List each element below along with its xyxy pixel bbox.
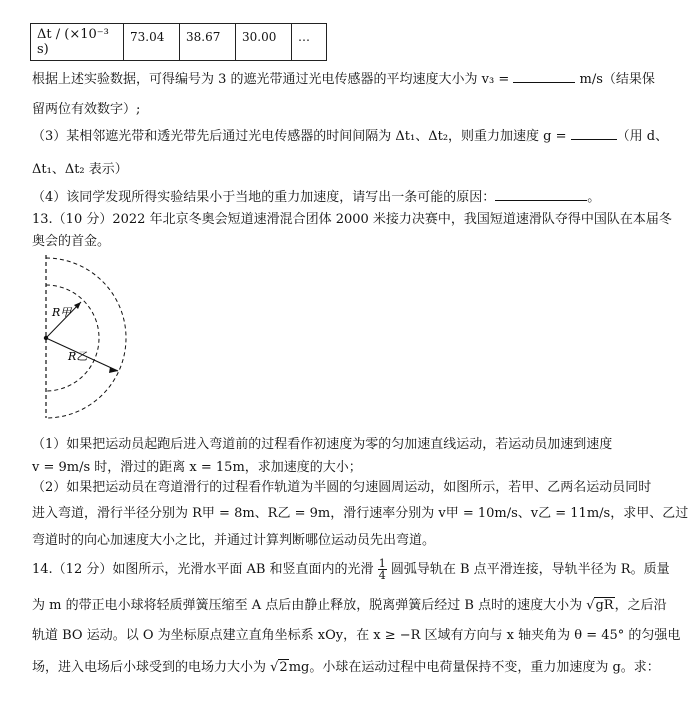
answer-blank xyxy=(513,70,575,83)
label-r-yi: R乙 xyxy=(68,350,88,363)
q12-line2: 留两位有效数字）; xyxy=(32,102,141,117)
table-row xyxy=(31,24,327,61)
table-cell: 73.04 xyxy=(124,24,180,61)
q13-part1-cont: v = 9m/s 时，滑过的距离 x = 15m，求加速度的大小； xyxy=(32,460,362,475)
q13-header-cont: 奥会的首金。 xyxy=(32,234,111,249)
q12-line1: 根据上述实验数据，可得编号为 3 的遮光带通过光电传感器的平均速度大小为 v₃ = m/s（结果保 xyxy=(32,72,655,87)
outer-arc xyxy=(46,258,126,418)
table-cell: 30.00 xyxy=(236,24,292,61)
q13-part2: （2）如果把运动员在弯道滑行的过程看作轨道为半圆的匀速圆周运动，如图所示，若甲、乙两名运动员同时 xyxy=(32,480,652,495)
q13-part2-cont: 进入弯道，滑行半径分别为 R甲 = 8m、R乙 = 9m，滑行速率分别为 v甲 = 10m/s、v乙 = 11m/s，求甲、乙过 xyxy=(32,506,688,521)
q14-line2: 为 m 的带正电小球将轻质弹簧压缩至 A 点后由静止释放，脱离弹簧后经过 B 点时的速度大小为 √gR，之后沿 xyxy=(32,598,667,613)
q14-line3: 轨道 BO 运动。以 O 为坐标原点建立直角坐标系 xOy，在 x ≥ −R 区域有方向与 x 轴夹角为 θ = 45° 的匀强电 xyxy=(32,628,681,643)
q12-line5: （4）该同学发现所得实验结果小于当地的重力加速度，请写出一条可能的原因： 。 xyxy=(32,190,601,205)
q12-line4: Δt₁、Δt₂ 表示） xyxy=(32,162,128,177)
table-cell: 38.67 xyxy=(180,24,236,61)
data-table xyxy=(30,23,327,61)
q14-line1: 14.（12 分）如图所示，光滑水平面 AB 和竖直面内的光滑 $\frac{1}{4}$ 圆弧导轨在 B 点平滑连接，导轨半径为 R。质量 xyxy=(32,557,670,582)
label-r-jia: R甲 xyxy=(52,306,72,319)
q12-line3: （3）某相邻遮光带和透光带先后通过光电传感器的时间间隔为 Δt₁、Δt₂，则重力加速度 g = （用 d、 xyxy=(32,129,669,144)
answer-blank xyxy=(495,188,587,201)
table-cell: … xyxy=(292,24,327,61)
q13-part2-end: 弯道时的向心加速度大小之比，并通过计算判断哪位运动员先出弯道。 xyxy=(32,533,436,548)
quarter-fraction: $\frac{1}{4}$ xyxy=(378,557,386,582)
curve-track-figure xyxy=(30,250,140,420)
table-header-cell: Δt / (×10⁻³ s) xyxy=(31,24,124,61)
q14-line4: 场，进入电场后小球受到的电场力大小为 √2mg。小球在运动过程中电荷量保持不变，重力加速度为 g。求： xyxy=(32,660,660,675)
q13-part1: （1）如果把运动员起跑后进入弯道前的过程看作初速度为零的匀加速直线运动，若运动员加速到速度 xyxy=(32,437,613,452)
inner-arc xyxy=(46,285,99,391)
q13-header: 13.（10 分）2022 年北京冬奥会短道速滑混合团体 2000 米接力决赛中，我国短道速滑队夺得中国队在本届冬 xyxy=(32,212,672,227)
answer-blank xyxy=(571,127,617,140)
